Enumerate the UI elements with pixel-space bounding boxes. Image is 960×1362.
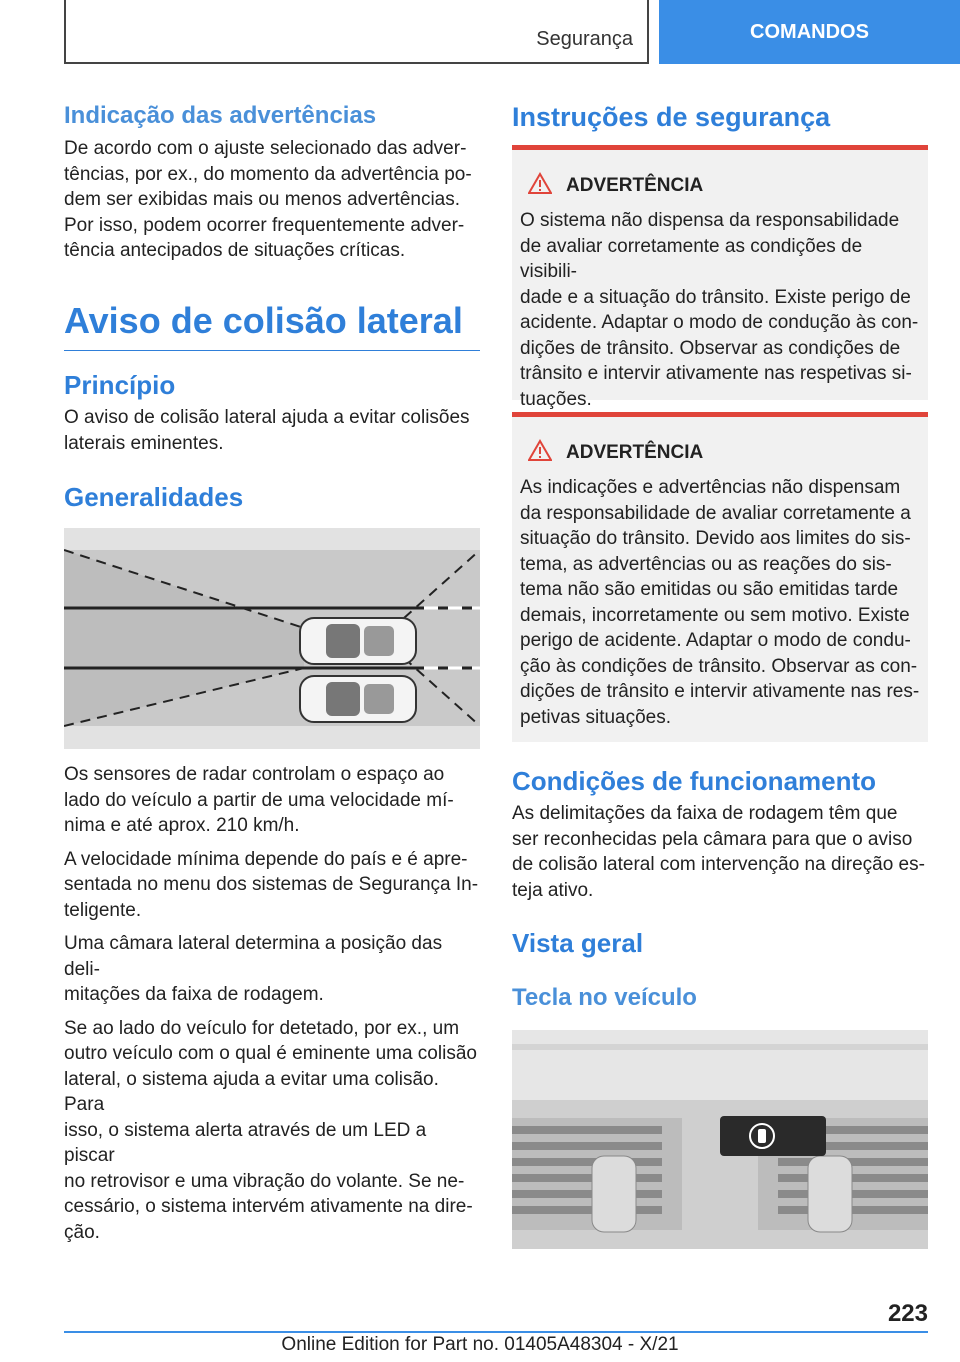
- text-line: As indicações e advertências não dispensam: [520, 477, 901, 498]
- generalidades-text: [64, 762, 480, 1245]
- warning-label: ADVERTÊNCIA: [566, 175, 704, 196]
- text-line: O aviso de colisão lateral ajuda a evitar colisões: [64, 407, 470, 428]
- text-line: laterais eminentes.: [64, 432, 224, 454]
- header-section-label: Segurança: [536, 28, 633, 50]
- text-line: sentada no menu dos sistemas de Segurança In‐: [64, 874, 479, 895]
- text-line: tema, as advertências ou as reações do sis‐: [520, 553, 892, 575]
- warning-box-2: [512, 412, 928, 742]
- text-line: De acordo com o ajuste selecionado das adver‐: [64, 138, 467, 159]
- warning-header: [528, 439, 920, 467]
- text-line: tuações.: [520, 388, 592, 410]
- warning-triangle-icon: [528, 439, 552, 467]
- footer-rule: [64, 1331, 928, 1333]
- text-line: petivas situações.: [520, 706, 672, 728]
- road-diagram: [64, 528, 480, 749]
- text-line: ção.: [64, 1221, 100, 1243]
- text-line: situação do trânsito. Devido aos limites do sis‐: [520, 528, 911, 549]
- indicacao-title: Indicação das advertências: [64, 102, 377, 129]
- generalidades-title: Generalidades: [64, 482, 244, 512]
- text-line: Uma câmara lateral determina a posição das deli‐: [64, 933, 443, 980]
- text-line: outro veículo com o qual é eminente uma colisão: [64, 1043, 477, 1064]
- warning-label: ADVERTÊNCIA: [566, 442, 704, 463]
- text-line: isso, o sistema alerta através de um LED a piscar: [64, 1119, 427, 1166]
- tecla-title: Tecla no veículo: [512, 984, 697, 1011]
- principio-title: Princípio: [64, 370, 176, 400]
- left-air-vent: [512, 1118, 682, 1232]
- text-line: trânsito e intervir ativamente nas respetivas si‐: [520, 363, 912, 384]
- indicacao-text: [64, 136, 480, 264]
- text-line: tema não são emitidas ou são emitidas tarde: [520, 579, 899, 600]
- main-title: Aviso de colisão lateral: [64, 300, 480, 351]
- warning-box-1: [512, 145, 928, 410]
- vista-heading-wrap: [512, 928, 928, 959]
- warning-header: [528, 172, 920, 200]
- side-collision-illustration: [64, 528, 480, 749]
- condicoes-section: [512, 766, 928, 903]
- text-line: tências, por ex., do momento da advertência po‐: [64, 163, 472, 185]
- text-line: As delimitações da faixa de rodagem têm que: [512, 803, 898, 824]
- text-line: A velocidade mínima depende do país e é apre‐: [64, 848, 468, 870]
- text-line: dições de trânsito e intervir ativamente nas res‐: [520, 681, 920, 702]
- text-line: ção às condições de trânsito. Observar as con‐: [520, 655, 918, 677]
- text-line: lateral, o sistema ajuda a evitar uma colisão. Para: [64, 1068, 439, 1115]
- driving-assistant-button: [720, 1116, 826, 1156]
- instrucoes-heading-wrap: [512, 102, 928, 133]
- principio-section: [64, 370, 480, 456]
- tecla-heading-wrap: [512, 984, 928, 1012]
- car-top: [300, 618, 416, 664]
- text-line: Se ao lado do veículo for detetado, por ex., um: [64, 1017, 460, 1039]
- page-number: 223: [887, 1300, 928, 1327]
- text-line: demais, incorretamente ou sem motivo. Existe: [520, 604, 910, 626]
- condicoes-title: Condições de funcionamento: [512, 766, 877, 796]
- edition-text: Online Edition for Part no. 01405A48304 - X/21: [281, 1334, 679, 1355]
- text-line: cessário, o sistema intervém ativamente na dire‐: [64, 1196, 473, 1217]
- instrucoes-title: Instruções de segurança: [512, 102, 831, 132]
- text-line: Os sensores de radar controlam o espaço ao: [64, 764, 445, 785]
- text-line: Por isso, podem ocorrer frequentemente adver‐: [64, 214, 465, 236]
- text-line: teja ativo.: [512, 879, 594, 901]
- header-tab-comandos[interactable]: COMANDOS: [659, 0, 960, 64]
- text-line: O sistema não dispensa da responsabilidade: [520, 210, 900, 231]
- generalidades-heading-wrap: [64, 482, 480, 513]
- dashboard-image: [512, 1030, 928, 1249]
- text-line: no retrovisor e uma vibração do volante. Se ne‐: [64, 1170, 465, 1192]
- indicacao-section: [64, 102, 480, 264]
- vista-title: Vista geral: [512, 928, 644, 958]
- text-line: dem ser exibidas mais ou menos advertências.: [64, 189, 461, 210]
- vehicle-button-illustration: [512, 1030, 928, 1249]
- header-frame: [64, 0, 649, 64]
- text-line: dade e a situação do trânsito. Existe perigo de: [520, 286, 911, 308]
- text-line: acidente. Adaptar o modo de condução às con‐: [520, 312, 919, 333]
- text-line: de colisão lateral com intervenção na direção es‐: [512, 854, 925, 875]
- text-line: teligente.: [64, 899, 142, 921]
- text-line: da responsabilidade de avaliar corretamente a: [520, 502, 911, 524]
- text-line: dições de trânsito. Observar as condições de: [520, 337, 901, 359]
- text-line: mitações da faixa de rodagem.: [64, 984, 324, 1005]
- text-line: de avaliar corretamente as condições de visibili‐: [520, 235, 863, 282]
- text-line: lado do veículo a partir de uma velocidade mí‐: [64, 789, 454, 811]
- text-line: ser reconhecidas pela câmara para que o aviso: [512, 828, 913, 850]
- warning-triangle-icon: [528, 172, 552, 200]
- car-bottom: [300, 676, 416, 722]
- text-line: nima e até aprox. 210 km/h.: [64, 815, 300, 836]
- text-line: perigo de acidente. Adaptar o modo de condu‐: [520, 630, 911, 651]
- text-line: tência antecipados de situações críticas.: [64, 240, 406, 261]
